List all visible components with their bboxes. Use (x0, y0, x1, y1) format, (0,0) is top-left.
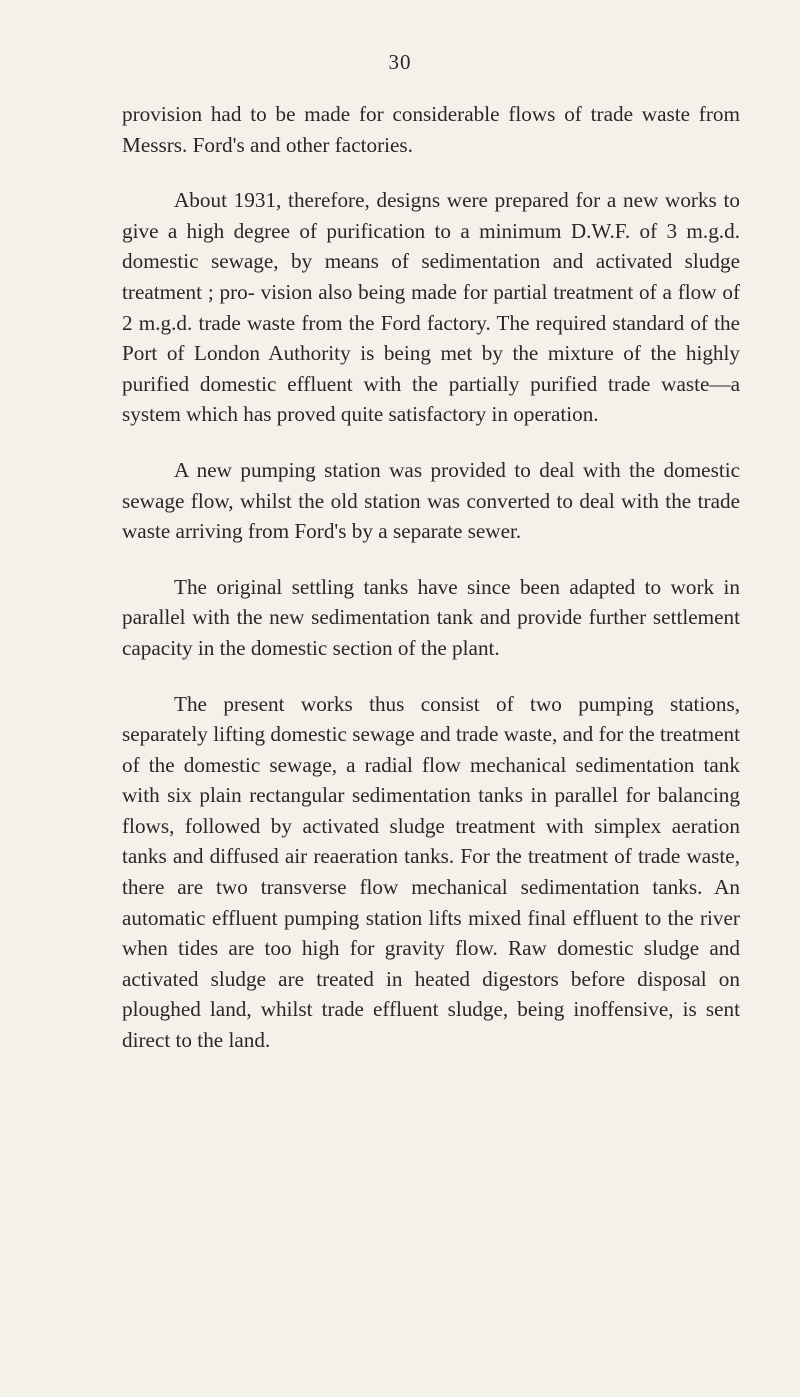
paragraph-present-works: The present works thus consist of two pumping stations, separately lifting domestic sewage and trade waste, and for the treatment of the domestic sewage, a radial flow mechanical sedimentation tank with six plain rectangular sedimentation tanks in parallel for balancing flows, followed by activated sludge treatment with simplex aeration tanks and diffused air reaeration tanks. For the treatment of trade waste, there are two transverse flow mechanical sedimentation tanks. An automatic effluent pumping station lifts mixed final effluent to the river when tides are too high for gravity flow. Raw domestic sludge and activated sludge are treated in heated digestors before disposal on ploughed land, whilst trade effluent sludge, being inoffensive, is sent direct to the land. (122, 691, 740, 1053)
paragraph-settling-tanks: The original settling tanks have since been adapted to work in parallel with the new sedimentation tank and provide further settlement capacity in the domestic section of the plant. (122, 574, 740, 660)
body-text (122, 99, 740, 1081)
paragraph-pumping-station: A new pumping station was provided to deal with the domestic sewage flow, whilst the old station was converted to deal with the trade waste arriving from Ford's by a separate sewer. (122, 457, 740, 544)
paragraph-design-1931: About 1931, therefore, designs were prepared for a new works to give a high degree of purification to a minimum D.W.F. of 3 m.g.d. domestic sewage, by means of sedimentation and activated sludge treatment ; pro- vision also being made for partial treatment of a flow of 2 m.g.d. trade waste from the Ford factory. The required standard of the Port of London Authority is being met by the mixture of the highly purified domestic effluent with the partially purified trade waste—a system which has proved quite satisfactory in operation. (122, 188, 740, 427)
paragraph-continuation: provision had to be made for considerable flows of trade waste from Messrs. Ford's and other factories. (122, 102, 740, 157)
page-number: 30 (388, 50, 412, 74)
